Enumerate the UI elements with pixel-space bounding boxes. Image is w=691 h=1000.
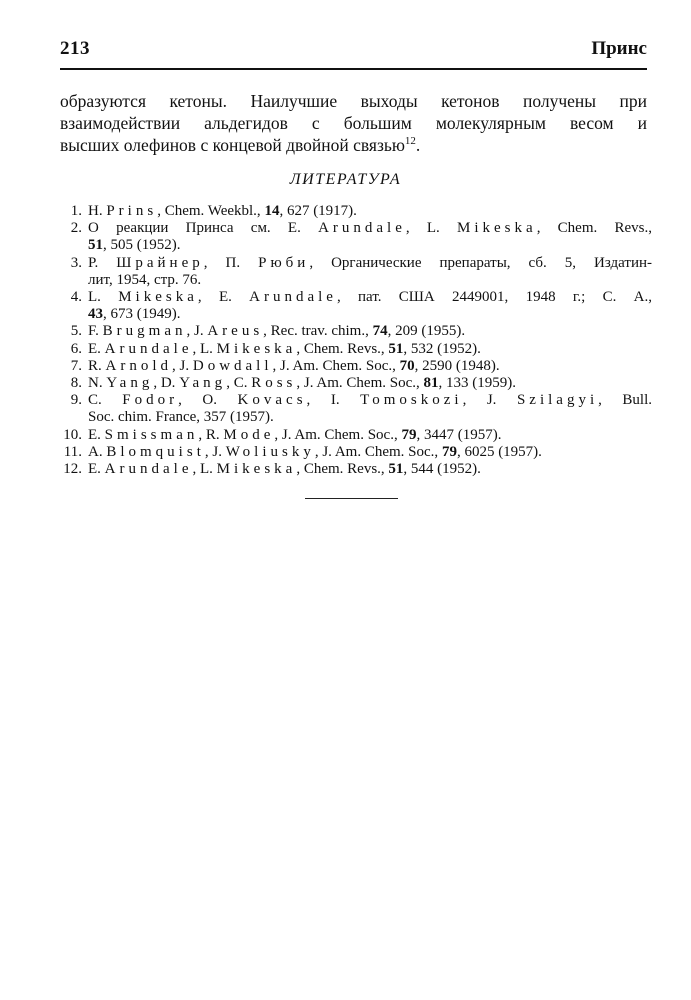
author-name: Mikeska <box>216 340 297 357</box>
reference-line: A. Blomquist, J. Woliusky, J. Am. Chem. Soc., 79, 6025 (1957). <box>88 443 542 460</box>
header-rule <box>60 68 647 70</box>
reference-item <box>60 203 652 220</box>
author-name: Brugman <box>102 323 187 340</box>
reference-line: E. Arundale, L. Mikeska, Chem. Revs., 51, 532 (1952). <box>88 340 481 357</box>
author-name: Blomquist <box>106 443 205 460</box>
reference-number: 9 . <box>60 392 82 409</box>
end-rule <box>305 498 398 499</box>
volume-number: 51 <box>388 461 404 478</box>
volume-number: 81 <box>423 375 439 392</box>
reference-line: лит, 1954, стр. 76. <box>88 271 202 288</box>
reference-line: F. Brugman, J. Areus, Rec. trav. chim., 74, 209 (1955). <box>88 323 466 340</box>
reference-item <box>60 323 652 340</box>
author-name: Yang <box>106 375 154 392</box>
reference-number: 7 . <box>60 358 82 375</box>
body-line <box>60 134 647 156</box>
running-head: Принс <box>591 38 647 59</box>
reference-item <box>60 220 652 254</box>
reference-line: L. Mikeska, E. Arundale, пат. США 2449001, 1948 г.; С. А., <box>88 289 652 306</box>
footnote-reference: 12 <box>404 135 416 148</box>
volume-number: 14 <box>264 203 280 219</box>
reference-line: Soc. chim. France, 357 (1957). <box>88 409 274 426</box>
reference-number: 12 . <box>60 461 82 478</box>
author-name: Fodor <box>122 392 179 409</box>
author-name: Prins <box>106 203 158 219</box>
reference-line: C. Fodor, O. Kovacs, I. Tomoskozi, J. Szilagyi, Bull. <box>88 392 653 409</box>
reference-item <box>60 289 652 323</box>
reference-number: 4 . <box>60 289 82 306</box>
reference-number: 11 . <box>60 444 82 461</box>
reference-number: 5 . <box>60 323 82 340</box>
author-name: Ross <box>251 375 297 392</box>
author-name: Mikeska <box>118 289 198 306</box>
body-line-end: . <box>415 135 421 155</box>
reference-item <box>60 255 652 289</box>
author-name: Woliusky <box>225 443 315 460</box>
section-heading: ЛИТЕРАТУРА <box>289 171 402 188</box>
reference-line: H. Prins, Chem. Weekbl., 14, 627 (1917). <box>88 203 357 219</box>
reference-line: Р. Шрайнер, П. Рюби, Органические препараты, сб. 5, Издатин- <box>88 254 652 271</box>
body-line-text: высших олефинов с концевой двойной связью <box>60 135 405 155</box>
volume-number: 51 <box>388 340 404 357</box>
volume-number: 79 <box>441 443 457 460</box>
body-paragraph <box>60 90 647 156</box>
author-name: Arundale <box>249 289 337 306</box>
reference-item <box>60 427 652 444</box>
reference-item <box>60 358 652 375</box>
reference-number: 1 . <box>60 203 82 220</box>
author-name: Yang <box>179 375 227 392</box>
body-line: взаимодействии альдегидов с большим молекулярным весом и <box>60 113 647 133</box>
reference-number: 3 . <box>60 255 82 272</box>
author-name: Kovacs <box>237 392 307 409</box>
author-name: Dowdall <box>192 357 273 374</box>
author-name: Mode <box>223 426 275 443</box>
reference-line: E. Arundale, L. Mikeska, Chem. Revs., 51, 544 (1952). <box>88 461 481 478</box>
reference-item <box>60 461 652 478</box>
author-name: Areus <box>207 323 264 340</box>
reference-line: R. Arnold, J. Dowdall, J. Am. Chem. Soc., 70, 2590 (1948). <box>88 357 500 374</box>
reference-item <box>60 341 652 358</box>
author-name: Arnold <box>105 357 173 374</box>
reference-item <box>60 392 652 426</box>
volume-number: 74 <box>372 323 388 340</box>
reference-line: N. Yang, D. Yang, C. Ross, J. Am. Chem. Soc., 81, 133 (1959). <box>88 375 516 392</box>
author-name: Smissman <box>104 426 199 443</box>
reference-number: 10 . <box>60 427 82 444</box>
reference-line: 43, 673 (1949). <box>88 306 181 323</box>
author-name: Mikeska <box>216 461 297 478</box>
author-name: Mikeska <box>457 220 537 237</box>
author-name: Szilagyi <box>516 392 599 409</box>
author-name: Рюби <box>258 254 310 271</box>
volume-number: 70 <box>399 357 415 374</box>
body-line: образуются кетоны. Наилучшие выходы кетонов получены при <box>60 91 647 111</box>
page-number: 213 <box>60 38 90 59</box>
author-name: Tomoskozi <box>360 392 463 409</box>
reference-list <box>60 203 652 478</box>
reference-line: О реакции Принса см. E. Arundale, L. Mikeska, Chem. Revs., <box>88 220 652 237</box>
volume-number: 43 <box>88 306 103 323</box>
author-name: Arundale <box>318 220 406 237</box>
reference-line: E. Smissman, R. Mode, J. Am. Chem. Soc., 79, 3447 (1957). <box>88 426 502 443</box>
author-name: Arundale <box>104 340 193 357</box>
reference-number: 8 . <box>60 375 82 392</box>
volume-number: 79 <box>401 426 417 443</box>
volume-number: 51 <box>88 237 103 254</box>
reference-line: 51, 505 (1952). <box>88 237 181 254</box>
reference-item <box>60 375 652 392</box>
reference-item <box>60 444 652 461</box>
reference-number: 6 . <box>60 341 82 358</box>
author-name: Arundale <box>104 461 193 478</box>
author-name: Шрайнер <box>116 254 204 271</box>
reference-number: 2 . <box>60 220 82 237</box>
